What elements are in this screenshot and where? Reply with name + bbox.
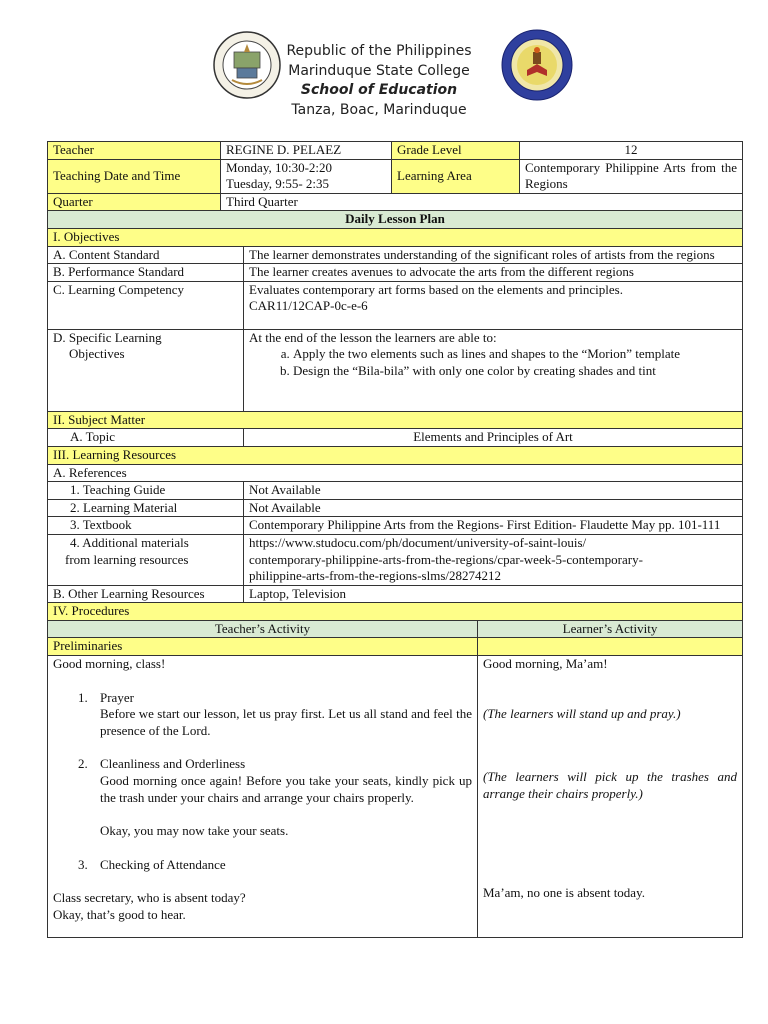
grade-value: 12 bbox=[520, 142, 743, 160]
procedures-heading: IV. Procedures bbox=[48, 603, 743, 621]
additional-label-line-1: 4. Additional materials bbox=[70, 534, 189, 550]
cleanliness-text: Good morning once again! Before you take your seats, kindly pick up the trash under your chairs and arrange your chairs properly. bbox=[100, 773, 472, 805]
attendance-item bbox=[53, 857, 472, 874]
date-value bbox=[221, 159, 392, 193]
date-line-2: Tuesday, 9:55- 2:35 bbox=[226, 176, 330, 192]
textbook-value: Contemporary Philippine Arts from the Regions- First Edition- Flaudette May pp. 101-111 bbox=[244, 517, 743, 535]
area-value: Contemporary Philippine Arts from the Regions bbox=[520, 159, 743, 193]
additional-label-line-2: from learning resources bbox=[65, 551, 189, 567]
learner-activity-cell bbox=[478, 656, 743, 938]
performance-standard-label: B. Performance Standard bbox=[48, 264, 244, 282]
learner-absent-response: Ma’am, no one is absent today. bbox=[483, 885, 645, 901]
date-line-1: Monday, 10:30-2:20 bbox=[226, 159, 333, 175]
secretary-question: Class secretary, who is absent today? bbox=[53, 890, 246, 906]
additional-url-line-1[interactable]: https://www.studocu.com/ph/document/university-of-saint-louis/ bbox=[249, 534, 587, 550]
learning-material-label: 2. Learning Material bbox=[48, 499, 244, 517]
performance-standard-value: The learner creates avenues to advocate the arts from the different regions bbox=[244, 264, 743, 282]
cleanliness-title: Cleanliness and Orderliness bbox=[100, 756, 246, 772]
objectives-heading: I. Objectives bbox=[48, 228, 743, 246]
specific-intro: At the end of the lesson the learners are able to: bbox=[249, 329, 497, 345]
prayer-title: Prayer bbox=[100, 689, 134, 705]
cleanliness-item bbox=[53, 756, 472, 839]
content-standard-value: The learner demonstrates understanding of the significant roles of artists from the regions bbox=[244, 246, 743, 264]
document-header bbox=[0, 0, 768, 140]
specific-objectives-label bbox=[48, 329, 244, 411]
other-resources-value: Laptop, Television bbox=[244, 585, 743, 603]
take-seats-text: Okay, you may now take your seats. bbox=[100, 823, 289, 839]
specific-objective-a: a. Apply the two elements such as lines and shapes to the “Morion” template bbox=[293, 346, 737, 363]
teaching-guide-label: 1. Teaching Guide bbox=[48, 482, 244, 500]
school-of-education-seal-icon bbox=[500, 28, 574, 102]
teacher-greeting: Good morning, class! bbox=[53, 656, 166, 672]
prayer-text: Before we start our lesson, let us pray first. Let us all stand and feel the presence of the Lord. bbox=[100, 706, 472, 738]
content-standard-label: A. Content Standard bbox=[48, 246, 244, 264]
header-college: Marinduque State College bbox=[288, 62, 470, 79]
learner-prayer-response: (The learners will stand up and pray.) bbox=[483, 705, 681, 721]
teacher-activity-header: Teacher’s Activity bbox=[48, 620, 478, 638]
prayer-number: 1. bbox=[78, 689, 88, 705]
competency-code: CAR11/12CAP-0c-e-6 bbox=[249, 298, 368, 314]
references-label: A. References bbox=[48, 464, 743, 482]
good-to-hear: Okay, that’s good to hear. bbox=[53, 907, 186, 922]
specific-label-line-2: Objectives bbox=[69, 346, 125, 362]
specific-objectives-value bbox=[244, 329, 743, 411]
preliminaries-heading: Preliminaries bbox=[48, 638, 478, 656]
grade-label: Grade Level bbox=[392, 142, 520, 160]
header-republic: Republic of the Philippines bbox=[286, 43, 472, 59]
additional-url-line-2[interactable]: contemporary-philippine-arts-from-the-regions/cpar-week-5-contemporary- bbox=[249, 551, 643, 567]
teacher-label: Teacher bbox=[48, 142, 221, 160]
quarter-label: Quarter bbox=[48, 193, 221, 211]
prayer-item bbox=[53, 690, 472, 740]
preliminaries-learner-cell bbox=[478, 638, 743, 656]
specific-objectives-list bbox=[249, 346, 737, 379]
learner-greeting: Good morning, Ma’am! bbox=[483, 656, 608, 672]
learner-clean-response: (The learners will pick up the trashes and arrange their chairs properly.) bbox=[483, 769, 738, 801]
competency-label: C. Learning Competency bbox=[48, 281, 244, 329]
plan-title: Daily Lesson Plan bbox=[48, 211, 743, 229]
specific-objective-b: b. Design the “Bila-bila” with only one color by creating shades and tint bbox=[293, 363, 737, 380]
additional-materials-label bbox=[48, 534, 244, 585]
header-address: Tanza, Boac, Marinduque bbox=[291, 101, 467, 118]
cleanliness-number: 2. bbox=[78, 756, 88, 772]
teacher-activity-cell bbox=[48, 656, 478, 938]
learning-material-value: Not Available bbox=[244, 499, 743, 517]
learning-resources-heading: III. Learning Resources bbox=[48, 446, 743, 464]
area-label: Learning Area bbox=[392, 159, 520, 193]
attendance-number: 3. bbox=[78, 856, 88, 872]
quarter-value: Third Quarter bbox=[221, 193, 743, 211]
header-school: School of Education bbox=[300, 82, 458, 98]
teacher-value: REGINE D. PELAEZ bbox=[221, 142, 392, 160]
date-label: Teaching Date and Time bbox=[48, 159, 221, 193]
lesson-plan-table bbox=[47, 141, 743, 938]
textbook-label: 3. Textbook bbox=[48, 517, 244, 535]
competency-line-1: Evaluates contemporary art forms based on the elements and principles. bbox=[249, 281, 623, 297]
subject-matter-heading: II. Subject Matter bbox=[48, 411, 743, 429]
competency-value bbox=[244, 281, 743, 329]
learner-activity-header: Learner’s Activity bbox=[478, 620, 743, 638]
topic-value: Elements and Principles of Art bbox=[244, 429, 743, 447]
additional-url-line-3[interactable]: philippine-arts-from-the-regions-slms/28274212 bbox=[249, 568, 502, 584]
teaching-guide-value: Not Available bbox=[244, 482, 743, 500]
specific-label-line-1: D. Specific Learning bbox=[53, 329, 162, 345]
other-resources-label: B. Other Learning Resources bbox=[48, 585, 244, 603]
additional-materials-value bbox=[244, 534, 743, 585]
topic-label: A. Topic bbox=[48, 429, 244, 447]
attendance-title: Checking of Attendance bbox=[100, 856, 226, 872]
